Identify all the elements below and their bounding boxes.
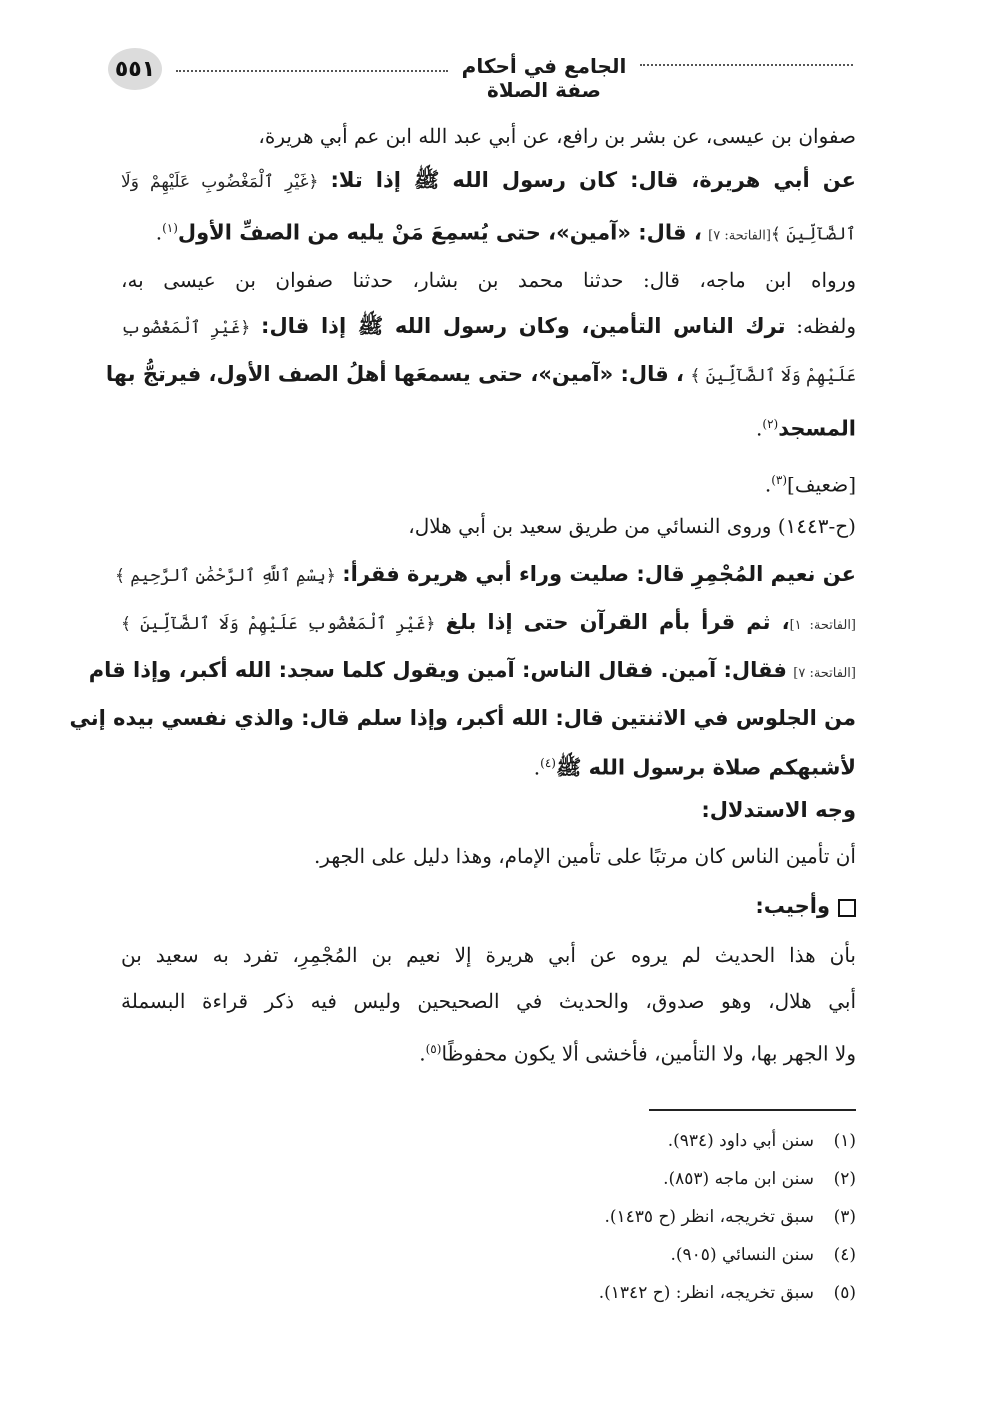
quran-quote: ﴿غَيْرِ ٱلْمَغْضُوبِ bbox=[121, 318, 251, 338]
header-dotted-rule-left bbox=[176, 70, 448, 72]
footnote-1 bbox=[256, 1126, 856, 1156]
footnote-separator bbox=[649, 1109, 856, 1111]
text-line-16 bbox=[121, 937, 856, 973]
text-line-12 bbox=[88, 652, 856, 692]
footnote-marker: (٤) bbox=[540, 756, 556, 770]
quran-quote: ٱلضَّآلِّينَ ﴾ bbox=[770, 224, 856, 245]
footnote-number: (٣) bbox=[833, 1207, 856, 1227]
hadith-text: ترك الناس التأمين، وكان رسول الله ﷺ إذا قال: bbox=[261, 314, 786, 338]
text-line-10 bbox=[115, 556, 856, 594]
footnote-number: (١) bbox=[833, 1131, 856, 1151]
section-heading-evidence bbox=[121, 792, 856, 828]
surah-reference: [الفاتحة: ١] bbox=[789, 618, 857, 633]
hadith-text: من الجلوس في الاثنتين قال: الله أكبر، وإذا سلم قال: والذي نفسي بيده إني bbox=[69, 706, 856, 730]
text: (ح-١٤٤٣) وروى النسائي من طريق سعيد بن أبي هلال، bbox=[408, 514, 856, 538]
text-line-5 bbox=[121, 308, 856, 346]
footnote-5 bbox=[256, 1278, 856, 1308]
footnote-text: سنن أبي داود (٩٣٤). bbox=[667, 1131, 814, 1151]
text: ولا الجهر بها، ولا التأمين، فأخشى ألا يكون محفوظًا bbox=[441, 1041, 856, 1066]
hadith-text: فقال: آمين. فقال الناس: آمين ويقول كلما سجد: الله أكبر، وإذا قام bbox=[88, 658, 787, 682]
footnote-3 bbox=[256, 1202, 856, 1232]
footnote-2 bbox=[256, 1164, 856, 1194]
surah-reference: [الفاتحة: ٧] bbox=[793, 666, 856, 681]
text: ورواه ابن ماجه، قال: حدثنا محمد بن بشار، حدثنا صفوان بن عيسى به، bbox=[121, 268, 856, 292]
hadith-text: ، ثم قرأ بأم القرآن حتى إذا بلغ bbox=[445, 610, 790, 634]
text: أبي هلال، وهو صدوق، والحديث في الصحيحين وليس فيه ذكر قراءة البسملة bbox=[121, 989, 856, 1013]
footnote-text: سبق تخريجه، انظر: (ح ١٣٤٢). bbox=[598, 1283, 814, 1303]
text-line-3: ٱلضَّآلِّينَ ﴾[الفاتحة: ٧] ، قال: «آمين»، حتى يُسمِعَ مَنْ يليه من الصفِّ الأول$^{(١)}$. bbox=[155, 220, 856, 245]
text-line-17 bbox=[121, 983, 856, 1019]
text-line-7: المسجد$^{(٢)}$. bbox=[756, 416, 856, 441]
footnote-number: (٤) bbox=[833, 1245, 856, 1265]
text-line-9 bbox=[121, 508, 856, 544]
footnote-text: سنن النسائي (٩٠٥). bbox=[670, 1245, 814, 1265]
hadith-text: ، قال: «آمين»، حتى يُسمِعَ مَنْ يليه من الصفِّ الأول bbox=[177, 220, 702, 245]
header-dotted-rule-right bbox=[640, 64, 853, 66]
text-line-18: ولا الجهر بها، ولا التأمين، فأخشى ألا يكون محفوظًا$^{(٥)}$. bbox=[419, 1041, 856, 1066]
hadith-text: عن أبي هريرة، قال: كان رسول الله ﷺ إذا تلا: bbox=[330, 168, 857, 192]
text: بأن هذا الحديث لم يروه عن أبي هريرة إلا نعيم بن المُجْمِرِ، تفرد به سعيد بن bbox=[121, 943, 856, 967]
quran-quote: ﴿بِسْمِ ٱللَّهِ ٱلرَّحْمَٰنِ ٱلرَّحِيمِ ﴾ bbox=[115, 566, 336, 586]
text-line-8: [ضعيف]$^{(٣)}$. bbox=[764, 472, 856, 497]
hadith-text: لأشبهكم صلاة برسول الله ﷺ bbox=[555, 755, 856, 780]
footnote-marker: (٣) bbox=[771, 473, 788, 487]
grading: [ضعيف] bbox=[787, 472, 856, 497]
text: أن تأمين الناس كان مرتبًا على تأمين الإمام، وهذا دليل على الجهر. bbox=[313, 844, 856, 868]
footnote-4 bbox=[256, 1240, 856, 1270]
text-line-11 bbox=[121, 604, 856, 644]
quran-quote: ﴿غَيْرِ ٱلْمَغْضُوبِ عَلَيْهِمْ وَلَا bbox=[121, 172, 319, 192]
text-line-13 bbox=[69, 700, 856, 736]
heading-text: وأجيب: bbox=[755, 894, 830, 918]
footnote-marker: (٢) bbox=[762, 417, 779, 431]
footnote-number: (٢) bbox=[833, 1169, 856, 1189]
quran-quote: عَلَيْهِمْ وَلَا ٱلضَّآلِّينَ ﴾ bbox=[690, 366, 856, 386]
footnote-text: سبق تخريجه، انظر (ح ١٤٣٥). bbox=[604, 1207, 814, 1227]
text-line-15 bbox=[121, 838, 856, 874]
footnote-marker: (١) bbox=[162, 221, 178, 235]
text-line-1 bbox=[121, 118, 856, 154]
section-heading-response bbox=[121, 888, 856, 924]
footnote-marker: (٥) bbox=[425, 1042, 442, 1056]
text: صفوان بن عيسى، عن بشر بن رافع، عن أبي عبد الله ابن عم أبي هريرة، bbox=[258, 124, 856, 148]
text: ولفظه: bbox=[796, 314, 857, 338]
hadith-text: عن نعيم المُجْمِرِ قال: صليت وراء أبي هريرة فقرأ: bbox=[342, 562, 856, 586]
book-title: الجامع في أحكام صفة الصلاة bbox=[461, 54, 627, 102]
text-line-4 bbox=[121, 262, 856, 298]
text-line-2 bbox=[121, 162, 856, 200]
checkbox-square-icon bbox=[838, 899, 856, 917]
surah-reference: [الفاتحة: ٧] bbox=[708, 228, 771, 244]
heading-text: وجه الاستدلال: bbox=[701, 798, 856, 822]
text-line-14: لأشبهكم صلاة برسول الله ﷺ$^{(٤)}$. bbox=[533, 755, 856, 780]
text-line-6 bbox=[105, 356, 856, 394]
footnote-number: (٥) bbox=[833, 1283, 856, 1303]
hadith-text: ، قال: «آمين»، حتى يسمعَها أهلُ الصف الأول، فيرتجُّ بها bbox=[105, 362, 684, 386]
quran-quote: ﴿غَيْرِ ٱلْمَغْضُوبِ عَلَيْهِمْ وَلَا ٱلضَّآلِّينَ ﴾ bbox=[121, 614, 436, 634]
page-header bbox=[108, 48, 853, 102]
hadith-text: المسجد bbox=[778, 416, 856, 441]
page-number: ٥٥١ bbox=[108, 48, 162, 90]
footnote-text: سنن ابن ماجه (٨٥٣). bbox=[663, 1169, 814, 1189]
